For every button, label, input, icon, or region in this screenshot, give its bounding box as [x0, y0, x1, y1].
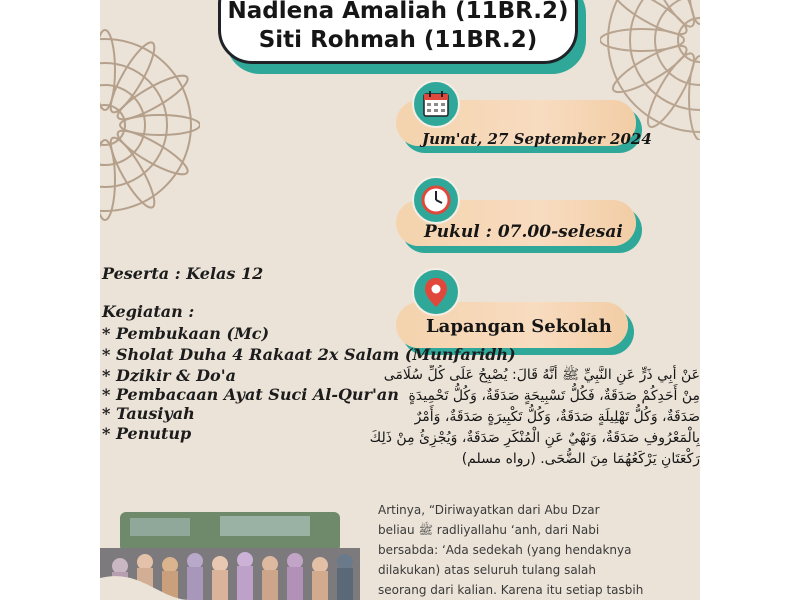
activities-heading: Kegiatan : [102, 302, 195, 321]
mandala-ornament-left [100, 10, 200, 240]
activity-item: * Tausiyah [102, 404, 195, 423]
students-photo [100, 508, 360, 600]
translation-line: dilakukan) atas seluruh tulang salah [378, 563, 596, 577]
translation-line: Artinya, “Diriwayatkan dari Abu Dzar [378, 503, 600, 517]
title-box [218, 0, 578, 64]
title-line-2: Siti Rohmah (11BR.2) [258, 27, 538, 53]
location-icon-badge [412, 268, 460, 316]
location-pin-icon [414, 270, 458, 314]
translation-line: bersabda: ‘Ada sedekah (yang hendaknya [378, 543, 632, 557]
activity-item: * Pembukaan (Mc) [102, 324, 270, 343]
event-poster [100, 0, 700, 600]
location-text: Lapangan Sekolah [426, 316, 612, 337]
hadith-translation [378, 500, 700, 600]
title-line-1: Nadlena Amaliah (11BR.2) [227, 0, 569, 24]
activity-item: * Penutup [102, 424, 192, 443]
translation-line: beliau ﷺ radliyallahu ‘anh, dari Nabi [378, 523, 600, 537]
activity-item: * Pembacaan Ayat Suci Al-Qur'an [102, 385, 399, 404]
hadith-arabic-text: عَنْ أَبِي ذَرٍّ عَنِ النَّبِيِّ ﷺ أَنَّهُ قَالَ: يُصْبِحُ عَلَى كُلِّ سُلَامَى مِنْ أَحَدِكُمْ صَدَقَةٌ، فَكُلُّ تَسْبِيحَةٍ صَدَقَةٌ، وَكُلُّ تَحْمِيدَةٍ صَدَقَةٌ، وَكُلُّ تَهْلِيلَةٍ صَدَقَةٌ، وَكُلُّ تَكْبِيرَةٍ صَدَقَةٌ، وَأَمْرٌ بِالْمَعْرُوفِ صَدَقَةٌ، وَنَهْيٌ عَنِ الْمُنْكَرِ صَدَقَةٌ، وَيُجْزِئُ مِنْ ذَلِكَ رَكْعَتَانِ يَرْكَعُهُمَا مِنَ الضُّحَى. (رواه مسلم) [369, 367, 700, 467]
date-text: Jum'at, 27 September 2024 [422, 130, 652, 148]
translation-line: seorang dari kalian. Karena itu setiap tasbih [378, 583, 644, 597]
clock-icon-badge [412, 176, 460, 224]
activity-item: * Sholat Duha 4 Rakaat 2x Salam (Munfaridh) [102, 345, 516, 364]
participants-text: Peserta : Kelas 12 [102, 264, 264, 283]
activity-item: * Dzikir & Do'a [102, 366, 236, 385]
calendar-icon-badge [412, 80, 460, 128]
time-text: Pukul : 07.00-selesai [424, 222, 623, 242]
calendar-icon [414, 82, 458, 126]
clock-icon [414, 178, 458, 222]
